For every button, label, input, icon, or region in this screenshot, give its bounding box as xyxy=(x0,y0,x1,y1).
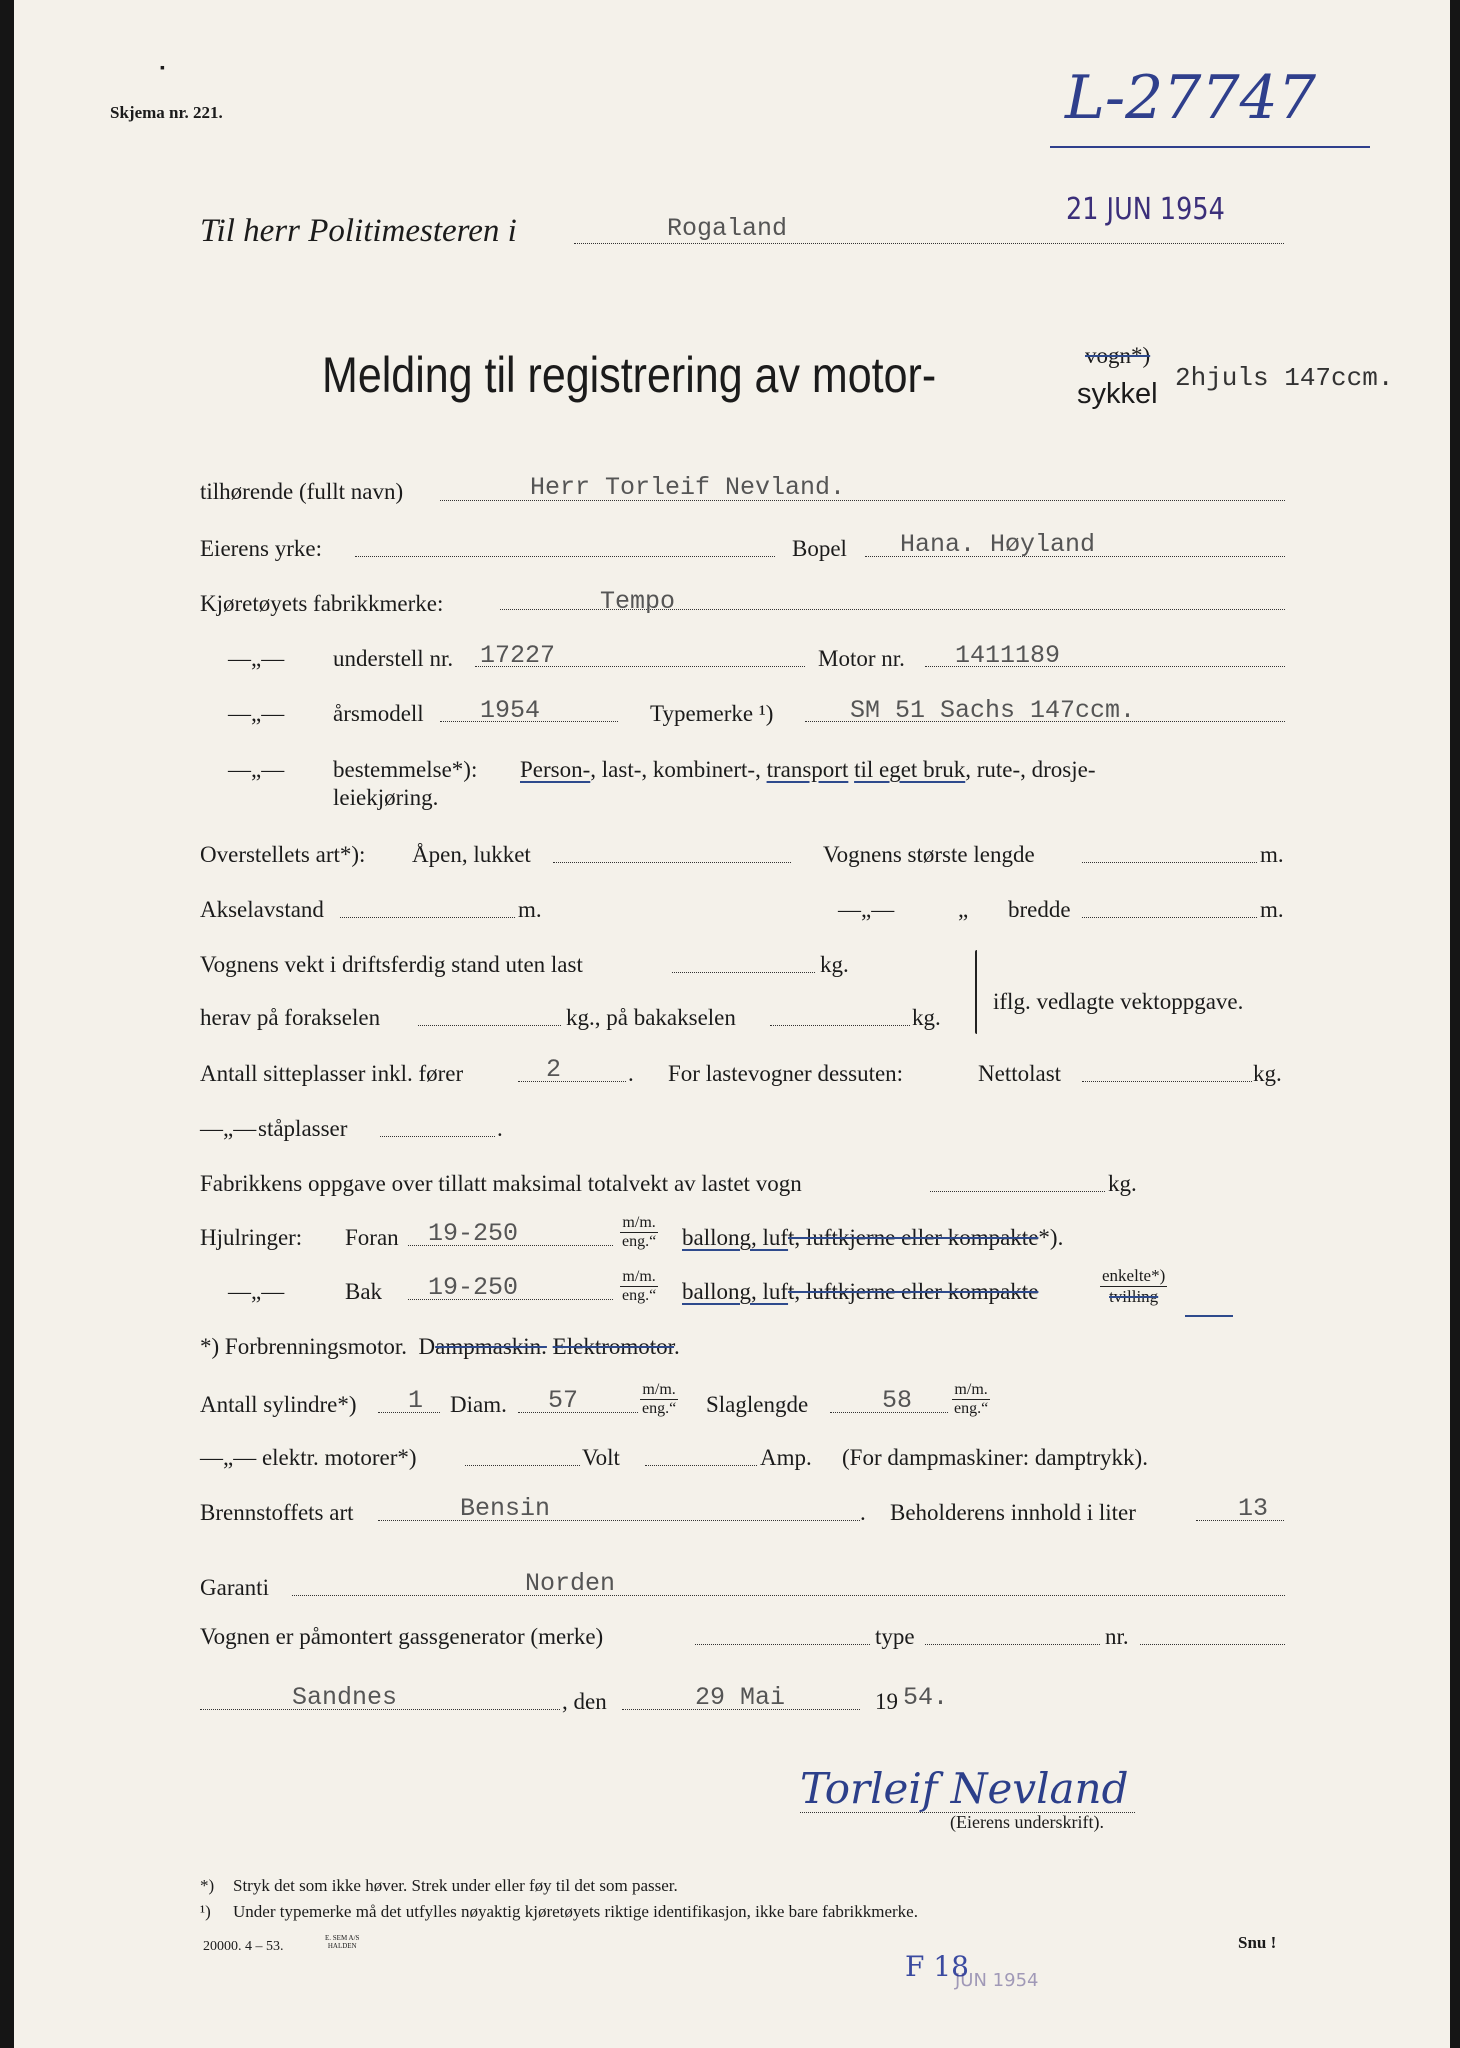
engine-electric-struck: Elektromotor xyxy=(552,1334,675,1359)
received-date-stamp: 21 JUN 1954 xyxy=(1066,192,1225,227)
title-option-vogn: vogn*) xyxy=(1085,343,1151,368)
ditto-3: —„— xyxy=(228,757,285,782)
tyres-front-struck: t, luftkjerne eller kompakte xyxy=(788,1225,1039,1250)
footnote-1: Stryk det som ikke høver. Strek under eller føy til det som passer. xyxy=(233,1876,678,1895)
punch-dot: ▪ xyxy=(160,61,165,76)
tyres-rear-struck: t, luftkjerne eller kompakte xyxy=(788,1279,1039,1304)
net-load-line xyxy=(1082,1081,1252,1082)
volt-line xyxy=(465,1465,580,1466)
standing-label: ståplasser xyxy=(258,1116,348,1141)
standing-ditto: —„— xyxy=(200,1116,257,1141)
body-type-label: Overstellets art*): xyxy=(200,842,366,867)
seats-label: Antall sitteplasser inkl. fører xyxy=(200,1061,464,1086)
front-axle-label: herav på forakselen xyxy=(200,1005,381,1030)
chassis-label: understell nr. xyxy=(333,646,454,671)
footnote-1-mark: *) xyxy=(200,1876,215,1895)
tyres-front-label: Foran xyxy=(345,1225,399,1250)
tyres-front-options xyxy=(682,1226,1063,1249)
purpose-line-2: leiekjøring. xyxy=(333,785,439,810)
curb-weight-line xyxy=(672,972,815,973)
ditto-2: —„— xyxy=(228,701,285,726)
address-line xyxy=(574,243,1284,244)
max-weight-label: Fabrikkens oppgave over tillatt maksimal totalvekt av lastet vogn xyxy=(200,1171,802,1196)
length-line xyxy=(1082,862,1257,863)
guarantee-line xyxy=(292,1595,1285,1596)
purpose-own-use: til eget bruk xyxy=(854,757,966,782)
front-axle-line xyxy=(418,1025,561,1026)
motor-number-value: 1411189 xyxy=(955,641,1061,670)
faded-stamp: JUN 1954 xyxy=(955,1970,1039,1991)
gas-generator-line xyxy=(695,1644,870,1645)
handwritten-note: F 18 xyxy=(905,1950,969,1983)
purpose-rest: , last-, kombinert-, xyxy=(590,757,767,782)
wheelbase-line xyxy=(340,917,515,918)
width-unit: m. xyxy=(1260,897,1284,922)
gas-nr-line xyxy=(1140,1644,1285,1645)
tank-value: 13 xyxy=(1238,1494,1269,1523)
steam-pressure-note: (For dampmaskiner: damptrykk). xyxy=(842,1445,1148,1470)
unit-numerator: m/m. xyxy=(620,1214,658,1233)
fuel-period: . xyxy=(860,1500,866,1525)
width-line xyxy=(1082,917,1257,918)
date-den-label: , den xyxy=(562,1689,607,1714)
standing-period: . xyxy=(497,1116,503,1141)
occupation-label: Eierens yrke: xyxy=(200,536,322,561)
tyres-rear-unit xyxy=(620,1268,658,1306)
rear-axle-line xyxy=(770,1025,910,1026)
year-prefix: 19 xyxy=(875,1689,898,1714)
unit-numerator: m/m. xyxy=(620,1268,658,1287)
fuel-line xyxy=(378,1520,860,1521)
rear-axle-label: kg., på bakakselen xyxy=(566,1005,736,1030)
max-weight-line xyxy=(930,1191,1105,1192)
stroke-value: 58 xyxy=(882,1386,913,1415)
seats-period: . xyxy=(628,1061,634,1086)
tyres-front-tail: *). xyxy=(1038,1225,1064,1250)
tyres-front-unit xyxy=(620,1214,658,1252)
tyres-single-twin xyxy=(1100,1266,1167,1306)
guarantee-value: Norden xyxy=(525,1569,616,1598)
tyres-ink-mark xyxy=(1185,1315,1233,1317)
width-label: bredde xyxy=(1008,897,1071,922)
turn-over-note: Snu ! xyxy=(1238,1933,1277,1952)
engine-steam-d: D xyxy=(418,1334,436,1359)
curb-weight-label: Vognens vekt i driftsferdig stand uten last xyxy=(200,952,583,977)
purpose-transport: transport xyxy=(766,757,849,782)
footnote-2: Under typemerke må det utfylles nøyaktig kjøretøyets riktige identifikasjon, ikke bare fabrikkmerke. xyxy=(233,1902,918,1921)
net-load-label: Nettolast xyxy=(978,1061,1062,1086)
gas-type-line xyxy=(925,1644,1100,1645)
purpose-label: bestemmelse*): xyxy=(333,757,478,782)
make-value: Tempo xyxy=(600,587,676,616)
width-ditto: —„— xyxy=(838,897,895,922)
printer-mark xyxy=(325,1935,359,1950)
diam-unit xyxy=(640,1381,678,1419)
model-year-value: 1954 xyxy=(480,696,541,725)
print-info: 20000. 4 – 53. xyxy=(203,1939,284,1954)
page-title: Melding til registrering av motor- xyxy=(322,347,937,403)
rear-axle-unit: kg. xyxy=(912,1005,941,1030)
volt-label: Volt xyxy=(582,1445,620,1470)
type-label: Typemerke ¹) xyxy=(650,701,774,726)
truck-label: For lastevogner dessuten: xyxy=(668,1061,904,1086)
form-number: Skjema nr. 221. xyxy=(110,103,223,122)
length-label: Vognens største lengde xyxy=(823,842,1035,867)
max-weight-unit: kg. xyxy=(1108,1171,1137,1196)
stroke-unit xyxy=(952,1381,990,1419)
gas-generator-label: Vognen er påmontert gassgenerator (merke) xyxy=(200,1624,604,1649)
footnote-2-mark: ¹) xyxy=(200,1902,211,1921)
printer-city: HALDEN xyxy=(327,1941,357,1950)
curb-weight-unit: kg. xyxy=(820,952,849,977)
scan-border-left xyxy=(0,0,14,2048)
body-type-line xyxy=(553,862,791,863)
address-label: Til herr Politimesteren i xyxy=(200,213,517,249)
place-value: Sandnes xyxy=(292,1683,398,1712)
wheelbase-label: Akselavstand xyxy=(200,897,324,922)
tyres-label: Hjulringer: xyxy=(200,1225,303,1250)
tank-label: Beholderens innhold i liter xyxy=(890,1500,1136,1525)
owner-name-value: Herr Torleif Nevland. xyxy=(530,473,846,502)
tyres-single: enkelte*) xyxy=(1102,1266,1166,1285)
length-unit: m. xyxy=(1260,842,1284,867)
tyres-rear-label: Bak xyxy=(345,1279,383,1304)
make-label: Kjøretøyets fabrikkmerke: xyxy=(200,591,444,616)
diam-label: Diam. xyxy=(450,1392,507,1417)
gas-nr-label: nr. xyxy=(1105,1624,1129,1649)
unit-denominator: eng.“ xyxy=(954,1400,989,1418)
body-type-options: Åpen, lukket xyxy=(412,842,531,867)
tyres-twin: tvilling xyxy=(1109,1286,1159,1306)
purpose-person: Person- xyxy=(520,757,591,782)
archive-number-underline xyxy=(1050,146,1370,148)
owner-signature: Torleif Nevland xyxy=(800,1764,1129,1813)
title-option-sykkel: sykkel xyxy=(1077,378,1158,410)
electric-motor-label: —„— elektr. motorer*) xyxy=(200,1445,417,1470)
seats-value: 2 xyxy=(546,1055,562,1084)
unit-numerator: m/m. xyxy=(640,1381,678,1400)
seats-line xyxy=(518,1081,626,1082)
unit-denominator: eng.“ xyxy=(642,1400,677,1418)
tyres-rear-options xyxy=(682,1280,1038,1303)
title-typed-addition: 2hjuls 147ccm. xyxy=(1175,363,1394,393)
net-load-unit: kg. xyxy=(1253,1061,1282,1086)
year-suffix: 54. xyxy=(903,1683,949,1712)
tyres-front-value: 19-250 xyxy=(428,1219,519,1248)
gas-type-label: type xyxy=(875,1624,915,1649)
chassis-value: 17227 xyxy=(480,641,556,670)
wheelbase-unit: m. xyxy=(518,897,542,922)
signature-caption: (Eierens underskrift). xyxy=(950,1812,1104,1832)
tyres-front-ballong: ballong, luf xyxy=(682,1225,789,1250)
amp-line xyxy=(645,1465,757,1466)
unit-denominator: eng.“ xyxy=(622,1287,657,1305)
type-value: SM 51 Sachs 147ccm. xyxy=(850,696,1136,725)
width-quote: „ xyxy=(958,897,969,922)
archive-number: L-27747 xyxy=(1065,63,1316,133)
unit-numerator: m/m. xyxy=(952,1381,990,1400)
owner-name-label: tilhørende (fullt navn) xyxy=(200,479,404,504)
cylinders-value: 1 xyxy=(408,1386,424,1415)
weight-bracket xyxy=(975,950,977,1034)
ditto-1: —„— xyxy=(228,646,285,671)
engine-steam-struck: ampmaskin. xyxy=(435,1334,547,1359)
printer-name: E. SEM A/S xyxy=(325,1934,360,1942)
engine-type-end: . xyxy=(674,1334,680,1359)
tyres-rear-ditto: —„— xyxy=(228,1279,285,1304)
cylinders-label: Antall sylindre*) xyxy=(200,1392,357,1417)
scan-border-right xyxy=(1450,0,1460,2048)
weight-note: iflg. vedlagte vektoppgave. xyxy=(993,989,1244,1014)
standing-line xyxy=(380,1136,495,1137)
fuel-label: Brennstoffets art xyxy=(200,1500,354,1525)
purpose-tail: , rute-, drosje- xyxy=(965,757,1096,782)
guarantee-label: Garanti xyxy=(200,1575,269,1600)
amp-label: Amp. xyxy=(760,1445,812,1470)
date-value: 29 Mai xyxy=(695,1683,786,1712)
purpose-options xyxy=(520,758,1096,781)
diam-value: 57 xyxy=(548,1386,579,1415)
motor-number-label: Motor nr. xyxy=(818,646,905,671)
tyres-rear-ballong: ballong, luf xyxy=(682,1279,789,1304)
fuel-value: Bensin xyxy=(460,1494,551,1523)
address-value: Rogaland xyxy=(667,214,788,243)
model-year-label: årsmodell xyxy=(333,701,424,726)
engine-type-line xyxy=(200,1335,680,1358)
occupation-line xyxy=(355,556,775,557)
residence-value: Hana. Høyland xyxy=(900,530,1096,559)
unit-denominator: eng.“ xyxy=(622,1233,657,1251)
engine-combustion: *) Forbrenningsmotor. xyxy=(200,1334,407,1359)
residence-label: Bopel xyxy=(792,536,847,561)
tyres-rear-value: 19-250 xyxy=(428,1273,519,1302)
stroke-label: Slaglengde xyxy=(706,1392,809,1417)
